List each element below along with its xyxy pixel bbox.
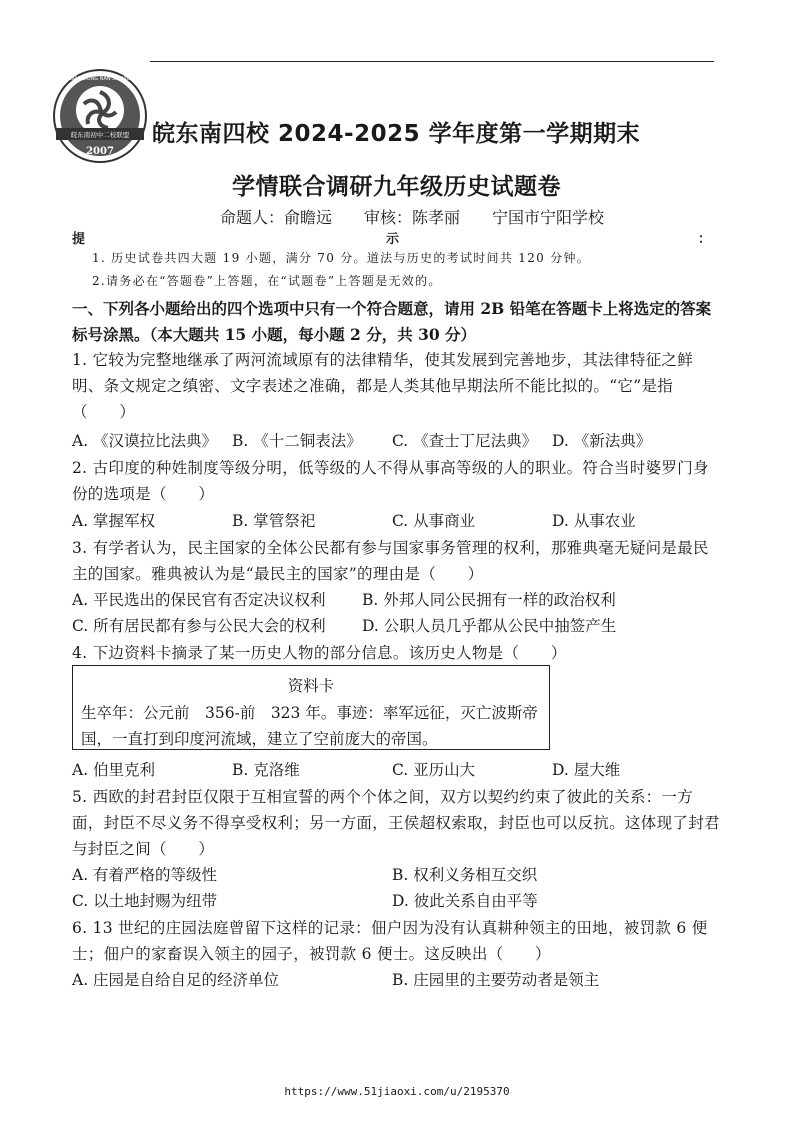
option: A. 掌握军权 [72,512,156,530]
notice-item-2: 2.请务必在“答题卷”上答题，在“试题卷”上答题是无效的。 [92,274,442,288]
notice-item-1: 1. 历史试卷共四大题 19 小题，满分 70 分。道法与历史的考试时间共 120 分钟。 [92,251,591,265]
question-stem: 3. 有学者认为，民主国家的全体公民都有参与国家事务管理的权利，那雅典毫无疑问是最民主的国家。雅典被认为是“最民主的国家”的理由是（ ） [72,539,709,583]
option: A. 伯里克利 [72,761,156,779]
title-line-2: 学情联合调研九年级历史试题卷 [232,174,561,200]
title-line-1: 皖东南四校 2024-2025 学年度第一学期期末 [152,121,641,147]
option: B. 庄园里的主要劳动者是领主 [392,971,600,989]
question-stem: 2. 古印度的种姓制度等级分明，低等级的人不得从事高等级的人的职业。符合当时婆罗门身份的选项是（ ） [72,459,709,503]
question-stem: 6. 13 世纪的庄园法庭曾留下这样的记录：佃户因为没有认真耕种领主的田地，被罚款 6 便士；佃户的家畜误入领主的园子，被罚款 6 便士。这反映出（ ） [72,919,708,963]
option: D. 《新法典》 [552,432,652,450]
option: D. 公职人员几乎都从公民中抽签产生 [362,617,617,635]
option: A. 平民选出的保民官有否定决议权利 [72,591,326,609]
svg-text:WAN DONG NAN SI XIAO: WAN DONG NAN SI XIAO [69,76,131,82]
option: B. 权利义务相互交织 [392,866,538,884]
question-stem: 5. 西欧的封君封臣仅限于互相宣誓的两个个体之间，双方以契约约束了彼此的关系：一方面，封臣不尽义务不得享受权利；另一方面，王侯超权索取，封臣也可以反抗。这体现了封君与封臣之间（ ） [72,788,720,858]
info-card-body: 生卒年：公元前 356-前 323 年。事迹：率军远征，灭亡波斯帝国，一直打到印度河流域，建立了空前庞大的帝国。 [81,704,538,748]
notice-label-right: ： [698,232,712,247]
option: C. 以土地封赐为纽带 [72,892,218,910]
option: B. 外邦人同公民拥有一样的政治权利 [362,591,616,609]
notice-label-left: 提 [72,232,86,247]
footer-url: https://www.51jiaoxi.com/u/2195370 [284,1085,510,1098]
section-heading: 一、下列各小题给出的四个选项中只有一个符合题意，请用 2B 铅笔在答题卡上将选定的答案标号涂黑。（本大题共 15 小题，每小题 2 分，共 30 分） [72,299,712,344]
school-logo [52,68,148,164]
question-stem: 1. 它较为完整地继承了两河流域原有的法律精华，使其发展到完善地步，其法律特征之鲜明、条文规定之缜密、文字表述之准确，都是人类其他早期法所不能比拟的。“它”是指（ ） [72,351,694,421]
option: C. 所有居民都有参与公民大会的权利 [72,617,326,635]
option: C. 亚历山大 [392,761,476,779]
option: A. 有着严格的等级性 [72,866,218,884]
option: B. 《十二铜表法》 [232,432,362,450]
option: D. 彼此关系自由平等 [392,892,538,910]
info-card [72,665,550,750]
question-stem: 4. 下边资料卡摘录了某一历史人物的部分信息。该历史人物是（ ） [72,644,567,662]
option: B. 克洛维 [232,761,300,779]
svg-text:2007: 2007 [86,146,114,157]
svg-text:皖东南初中二校联盟: 皖东南初中二校联盟 [70,131,130,139]
option: C. 《查士丁尼法典》 [392,432,538,450]
author-line: 命题人：俞瞻远 审核：陈孝丽 宁国市宁阳学校 [220,208,605,227]
option: D. 从事农业 [552,512,636,530]
option: C. 从事商业 [392,512,476,530]
option: B. 掌管祭祀 [232,512,316,530]
header-rule [150,61,714,62]
option: A. 庄园是自给自足的经济单位 [72,971,280,989]
info-card-title: 资料卡 [287,677,335,695]
option: A. 《汉谟拉比法典》 [72,432,218,450]
option: D. 屋大维 [552,761,621,779]
notice-label-mid: 示 [386,232,400,247]
